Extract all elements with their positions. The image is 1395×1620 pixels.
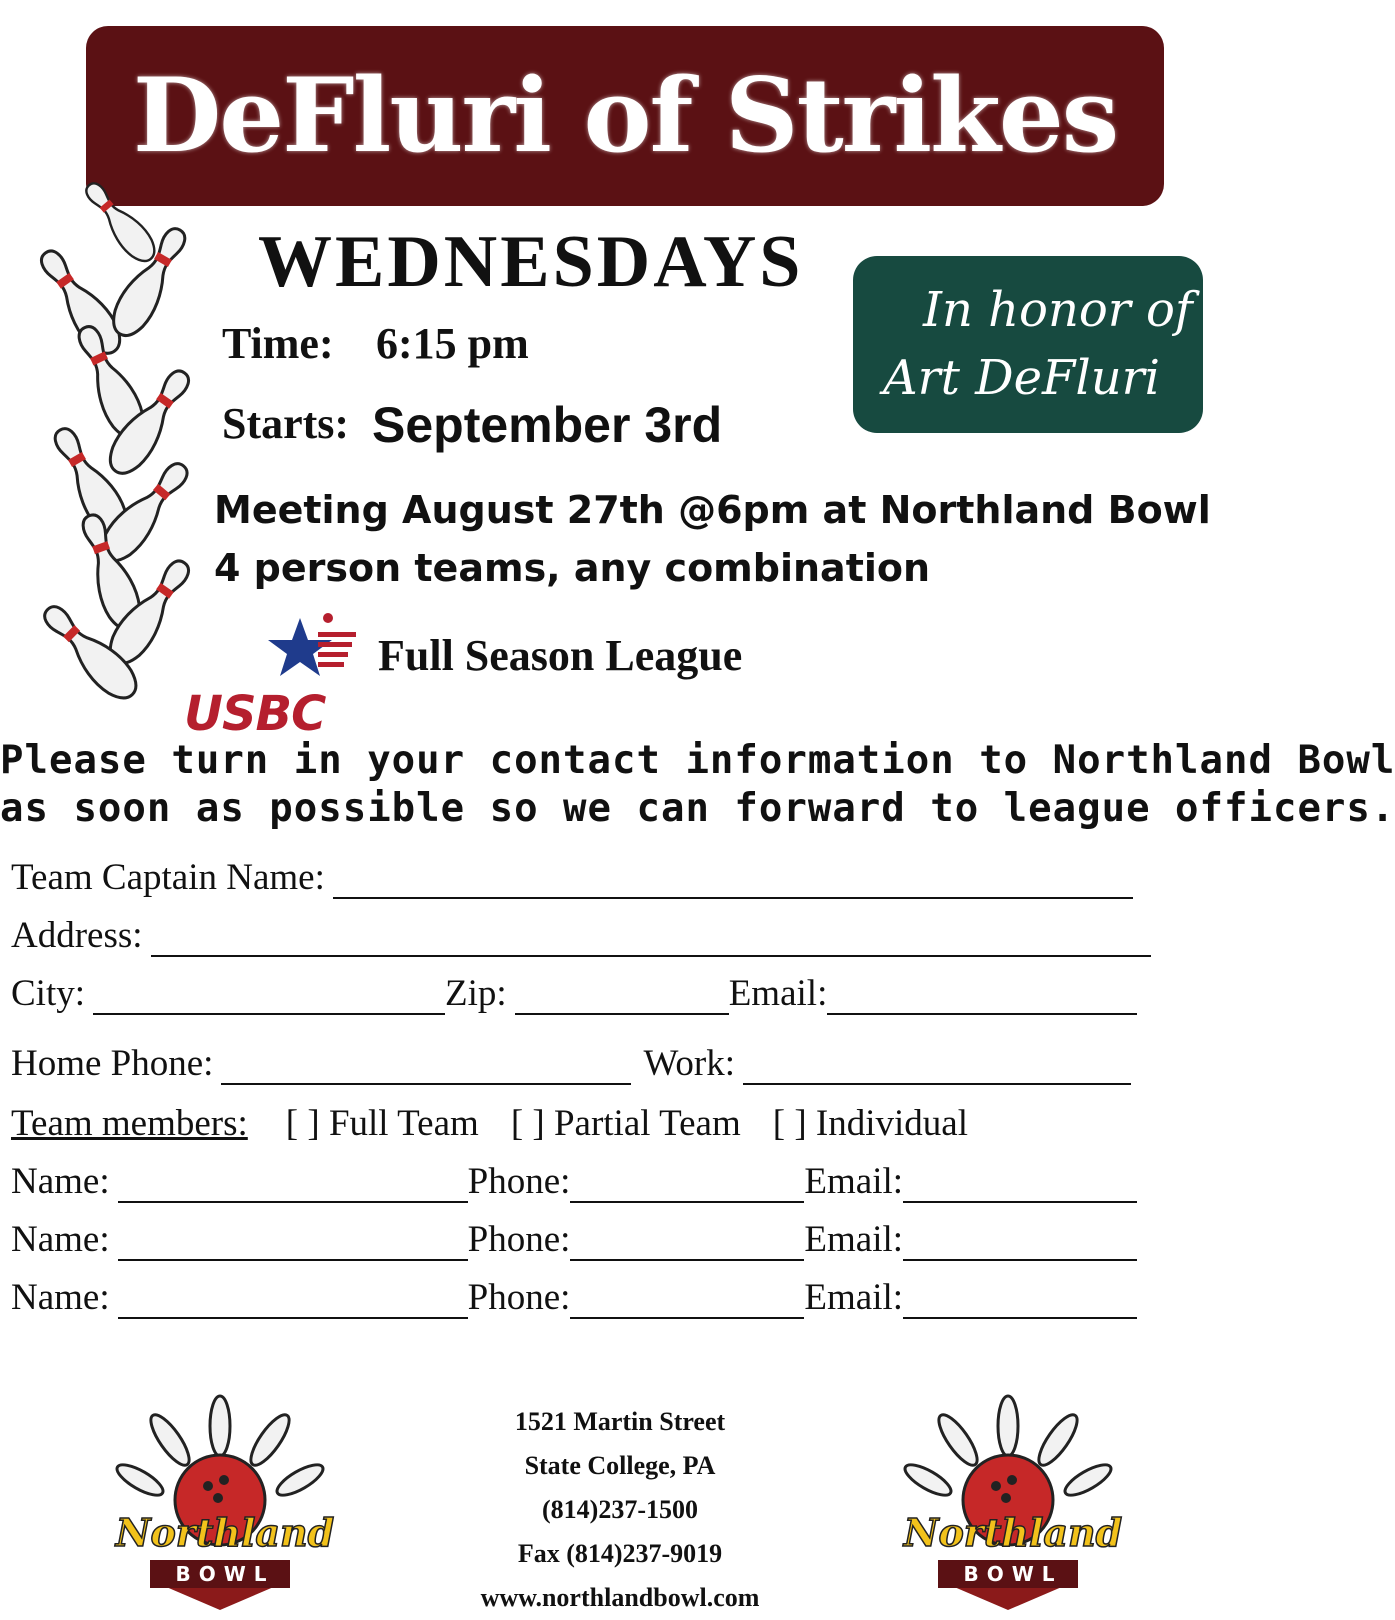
starts-label: Starts:: [222, 399, 350, 448]
starts-value: September 3rd: [372, 397, 723, 453]
team-members-row: [11, 1102, 968, 1145]
phone-row: [11, 1042, 1131, 1085]
option-full-team[interactable]: [ ] Full Team: [285, 1103, 479, 1144]
captain-row: [11, 856, 1133, 899]
member-email-field[interactable]: [903, 1229, 1137, 1261]
logo-subtext: BOWL: [963, 1562, 1063, 1586]
member-phone-label: Phone:: [467, 1277, 571, 1318]
northland-bowl-logo-right: [888, 1400, 1138, 1610]
member-email-label: Email:: [804, 1277, 904, 1318]
member-name-label: Name:: [11, 1219, 110, 1260]
member-name-field[interactable]: [118, 1171, 468, 1203]
northland-bowl-logo-left: [100, 1400, 350, 1610]
member-phone-label: Phone:: [467, 1161, 571, 1202]
member-phone-field[interactable]: [570, 1171, 804, 1203]
member-phone-field[interactable]: [570, 1229, 804, 1261]
member-email-field[interactable]: [903, 1171, 1137, 1203]
zip-label: Zip:: [445, 973, 507, 1014]
member-email-label: Email:: [804, 1161, 904, 1202]
member-name-field[interactable]: [118, 1287, 468, 1319]
flyer-title: DeFluri of Strikes: [132, 56, 1118, 176]
address-label: Address:: [11, 915, 143, 956]
street-address: 1521 Martin Street: [514, 1407, 726, 1436]
team-members-label: Team members:: [11, 1103, 248, 1144]
city-field[interactable]: [93, 983, 445, 1015]
time-value: 6:15 pm: [376, 319, 529, 368]
option-individual[interactable]: [ ] Individual: [772, 1103, 968, 1144]
home-phone-field[interactable]: [221, 1053, 631, 1085]
member-name-field[interactable]: [118, 1229, 468, 1261]
logo-wordmark: Northland: [115, 1510, 335, 1555]
member-phone-field[interactable]: [570, 1287, 804, 1319]
city-row: [11, 972, 1137, 1015]
member-row: [11, 1218, 1137, 1261]
honor-line-1: In honor of: [923, 282, 1193, 338]
meeting-info: Meeting August 27th @6pm at Northland Bowl: [214, 488, 1211, 532]
home-phone-label: Home Phone:: [11, 1043, 214, 1084]
logo-subtext: BOWL: [175, 1562, 275, 1586]
notice-line-1: Please turn in your contact information to Northland Bowl: [0, 738, 1395, 783]
honor-line-2: Art DeFluri: [883, 350, 1160, 406]
phone-number: (814)237-1500: [542, 1495, 698, 1524]
zip-field[interactable]: [515, 983, 729, 1015]
time-label: Time:: [222, 319, 334, 368]
title-banner: [86, 26, 1164, 206]
option-partial-team[interactable]: [ ] Partial Team: [510, 1103, 741, 1144]
usbc-star-icon: [262, 610, 362, 690]
work-label: Work:: [643, 1043, 736, 1084]
member-row: [11, 1276, 1137, 1319]
logo-wordmark: Northland: [903, 1510, 1123, 1555]
member-name-label: Name:: [11, 1161, 110, 1202]
league-type: Full Season League: [378, 631, 743, 680]
honor-box: [853, 256, 1203, 433]
captain-name-field[interactable]: [333, 867, 1133, 899]
notice-line-2: as soon as possible so we can forward to league officers.: [0, 786, 1395, 831]
address-row: [11, 914, 1151, 957]
member-email-label: Email:: [804, 1219, 904, 1260]
city-state: State College, PA: [524, 1451, 716, 1480]
captain-label: Team Captain Name:: [11, 857, 325, 898]
work-phone-field[interactable]: [743, 1053, 1131, 1085]
member-email-field[interactable]: [903, 1287, 1137, 1319]
teams-info: 4 person teams, any combination: [214, 546, 931, 590]
email-label: Email:: [728, 973, 828, 1014]
email-field[interactable]: [827, 983, 1137, 1015]
member-name-label: Name:: [11, 1277, 110, 1318]
bowling-pins-illustration: [40, 192, 200, 712]
usbc-logo: USBC: [184, 686, 326, 742]
member-row: [11, 1160, 1137, 1203]
website-link[interactable]: www.northlandbowl.com: [480, 1583, 760, 1612]
city-label: City:: [11, 973, 86, 1014]
address-field[interactable]: [151, 925, 1151, 957]
league-day: WEDNESDAYS: [258, 221, 804, 303]
member-phone-label: Phone:: [467, 1219, 571, 1260]
fax-number: Fax (814)237-9019: [517, 1539, 723, 1568]
